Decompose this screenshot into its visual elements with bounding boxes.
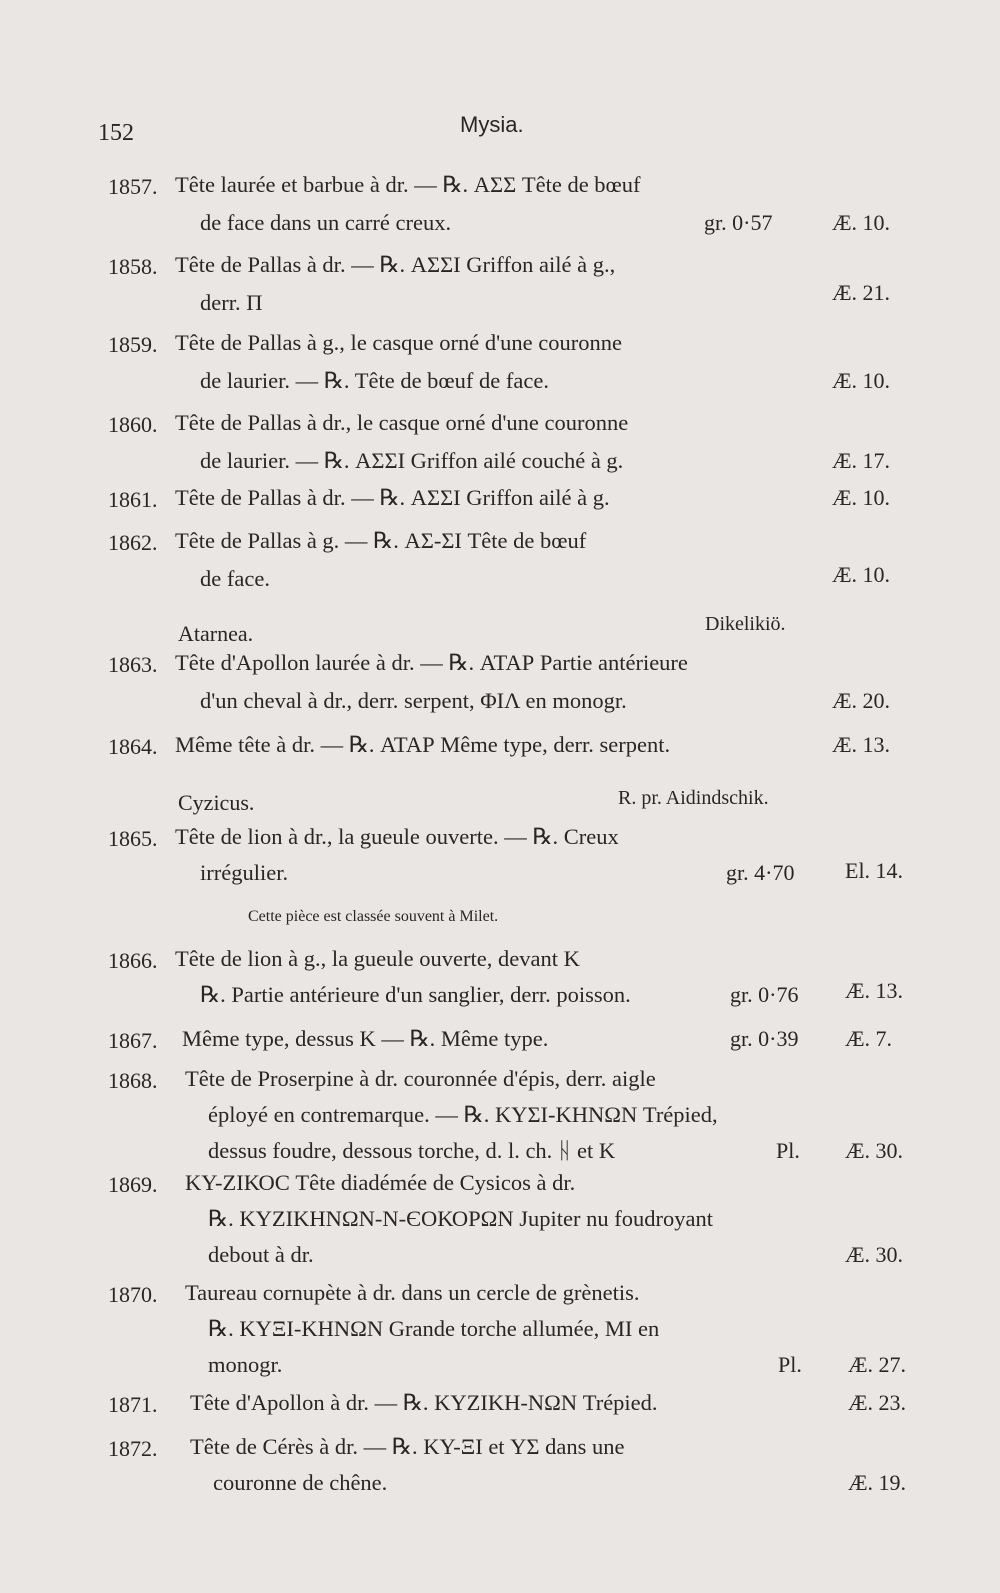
entry-number: 1871. <box>108 1392 158 1417</box>
footnote: Cette pièce est classée souvent à Milet. <box>248 908 499 925</box>
running-title: Mysia. <box>460 112 524 137</box>
entry-number: 1866. <box>108 948 158 973</box>
entry-line: Tête de Pallas à dr., le casque orné d'une couronne <box>175 410 629 435</box>
entry-plate-ref: Pl. <box>778 1352 802 1377</box>
entry-line: d'un cheval à dr., derr. serpent, ΦΙΛ en monogr. <box>200 688 627 713</box>
entry-line: Même type, dessus Κ — ℞. Même type. <box>182 1026 549 1051</box>
entry-metal-size: Æ. 13. <box>832 732 891 757</box>
entry-weight: gr. 0·57 <box>704 210 773 235</box>
entry-line: Tête d'Apollon laurée à dr. — ℞. ΑΤΑΡ Partie antérieure <box>175 650 688 675</box>
entry-line: de laurier. — ℞. ΑΣΣΙ Griffon ailé couché à g. <box>200 448 624 473</box>
entry-line: Tête de Proserpine à dr. couronnée d'épis, derr. aigle <box>185 1066 656 1091</box>
page-number: 152 <box>98 120 134 146</box>
entry-metal-size: Æ. 10. <box>832 485 891 510</box>
entry-line: de face dans un carré creux. <box>200 210 452 235</box>
entry-number: 1868. <box>108 1068 158 1093</box>
entry-metal-size: Æ. 17. <box>832 448 891 473</box>
entry-line: de laurier. — ℞. Tête de bœuf de face. <box>200 368 549 393</box>
entry-metal-size: Æ. 30. <box>845 1242 904 1267</box>
entry-weight: gr. 4·70 <box>726 860 795 885</box>
section-title: Cyzicus. <box>178 790 255 815</box>
entry-metal-size: Æ. 27. <box>848 1352 907 1377</box>
entry-number: 1864. <box>108 734 158 759</box>
entry-number: 1863. <box>108 652 158 677</box>
entry-line: Tête de Pallas à g. — ℞. ΑΣ-ΣΙ Tête de bœuf <box>175 528 587 553</box>
entry-number: 1867. <box>108 1028 158 1053</box>
page-header <box>0 112 1000 152</box>
entry-line: éployé en contremarque. — ℞. ΚΥΣΙ-ΚΗΝΩΝ Trépied, <box>208 1102 718 1127</box>
entry-metal-size: Æ. 19. <box>848 1470 907 1495</box>
entry-line: Tête d'Apollon à dr. — ℞. ΚΥΖΙΚΗ-ΝΩΝ Trépied. <box>190 1390 658 1415</box>
section-title: Atarnea. <box>178 621 254 646</box>
entry-line: Tête de lion à dr., la gueule ouverte. — ℞. Creux <box>175 824 619 849</box>
entry-line: Tête de Pallas à dr. — ℞. ΑΣΣΙ Griffon ailé à g., <box>175 252 616 277</box>
entry-line: monogr. <box>208 1352 283 1377</box>
entry-line: ℞. ΚΥΖΙΚΗΝΩΝ-Ν-ЄΟΚΟΡΩΝ Jupiter nu foudroyant <box>208 1206 713 1231</box>
entry-line: Tête de lion à g., la gueule ouverte, devant Κ <box>175 946 580 971</box>
entry-number: 1865. <box>108 826 158 851</box>
entry-metal-size: Æ. 23. <box>848 1390 907 1415</box>
entry-line: irrégulier. <box>200 860 289 885</box>
section-place: R. pr. Aidindschik. <box>618 787 769 809</box>
entry-number: 1870. <box>108 1282 158 1307</box>
entry-number: 1858. <box>108 254 158 279</box>
entry-metal-size: Æ. 7. <box>845 1026 893 1051</box>
entry-line: ΚΥ-ΖΙΚΟϹ Tête diadémée de Cysicos à dr. <box>185 1170 576 1195</box>
entry-number: 1860. <box>108 412 158 437</box>
entry-line: Même tête à dr. — ℞. ΑΤΑΡ Même type, derr. serpent. <box>175 732 671 757</box>
entry-line: dessus foudre, dessous torche, d. l. ch. ᚺ et Κ <box>208 1138 616 1163</box>
entry-number: 1859. <box>108 332 158 357</box>
entry-line: ℞. Partie antérieure d'un sanglier, derr. poisson. <box>200 982 631 1007</box>
entry-metal-size: Æ. 21. <box>832 280 891 305</box>
entry-number: 1872. <box>108 1436 158 1461</box>
section-place: Dikelikiö. <box>705 613 786 635</box>
entry-line: debout à dr. <box>208 1242 314 1267</box>
entry-plate-ref: Pl. <box>776 1138 800 1163</box>
entry-number: 1861. <box>108 487 158 512</box>
entry-line: Tête de Pallas à g., le casque orné d'une couronne <box>175 330 623 355</box>
entry-metal-size: El. 14. <box>845 858 904 883</box>
entry-line: Tête de Pallas à dr. — ℞. ΑΣΣΙ Griffon ailé à g. <box>175 485 610 510</box>
entry-line: couronne de chêne. <box>213 1470 388 1495</box>
entry-line: Tête de Cérès à dr. — ℞. ΚΥ-ΞΙ et ΥΣ dans une <box>190 1434 625 1459</box>
entry-line: de face. <box>200 566 270 591</box>
entry-metal-size: Æ. 10. <box>832 562 891 587</box>
entry-line: ℞. ΚΥΞΙ-ΚΗΝΩΝ Grande torche allumée, ΜΙ en <box>208 1316 660 1341</box>
entry-weight: gr. 0·39 <box>730 1026 799 1051</box>
entry-number: 1862. <box>108 530 158 555</box>
entry-metal-size: Æ. 13. <box>845 978 904 1003</box>
entry-number: 1869. <box>108 1172 158 1197</box>
entry-number: 1857. <box>108 174 158 199</box>
entry-weight: gr. 0·76 <box>730 982 799 1007</box>
entry-metal-size: Æ. 10. <box>832 210 891 235</box>
entry-line: Taureau cornupète à dr. dans un cercle de grènetis. <box>185 1280 640 1305</box>
entry-metal-size: Æ. 30. <box>845 1138 904 1163</box>
entry-line: Tête laurée et barbue à dr. — ℞. ΑΣΣ Tête de bœuf <box>175 172 641 197</box>
entry-metal-size: Æ. 10. <box>832 368 891 393</box>
entry-line: derr. Π <box>200 290 263 315</box>
entry-metal-size: Æ. 20. <box>832 688 891 713</box>
